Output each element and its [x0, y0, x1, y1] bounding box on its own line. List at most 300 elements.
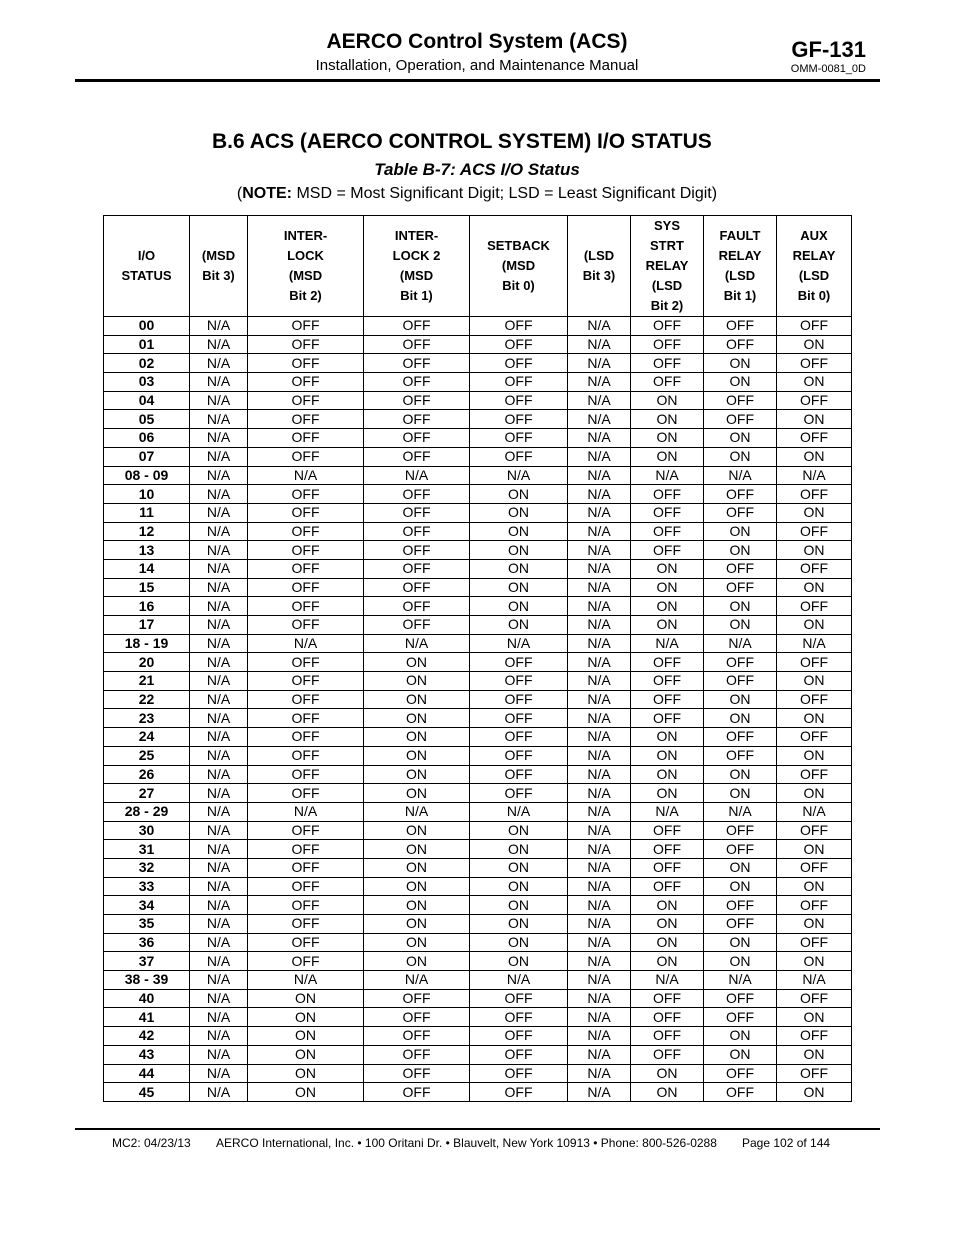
table-cell: ON — [704, 690, 777, 709]
table-cell: N/A — [568, 746, 631, 765]
table-cell: N/A — [190, 765, 248, 784]
table-cell: OFF — [631, 840, 704, 859]
table-cell: OFF — [470, 447, 568, 466]
table-cell: OFF — [248, 503, 364, 522]
table-cell: ON — [704, 616, 777, 635]
table-cell: OFF — [470, 1008, 568, 1027]
table-cell: ON — [777, 541, 852, 560]
table-cell: ON — [777, 1045, 852, 1064]
table-cell: OFF — [470, 410, 568, 429]
io-status-cell: 18 - 19 — [104, 634, 190, 653]
column-header-line: (LSD — [651, 278, 683, 293]
table-cell: ON — [364, 858, 470, 877]
table-cell: N/A — [568, 784, 631, 803]
header-code: GF-131 — [791, 37, 866, 62]
table-cell: N/A — [190, 597, 248, 616]
table-cell: ON — [470, 485, 568, 504]
table-cell: OFF — [777, 429, 852, 448]
table-row — [104, 578, 852, 597]
table-cell: ON — [777, 709, 852, 728]
table-cell: N/A — [190, 821, 248, 840]
table-cell: OFF — [248, 784, 364, 803]
table-cell: ON — [364, 896, 470, 915]
table-cell: OFF — [364, 578, 470, 597]
column-header-line: Bit 1) — [723, 288, 757, 303]
table-cell: ON — [470, 821, 568, 840]
table-cell: ON — [470, 541, 568, 560]
table-row — [104, 541, 852, 560]
io-status-cell: 03 — [104, 373, 190, 392]
table-cell: N/A — [568, 391, 631, 410]
table-row — [104, 915, 852, 934]
table-cell: OFF — [248, 373, 364, 392]
table-cell: OFF — [364, 429, 470, 448]
table-cell: N/A — [777, 971, 852, 990]
io-status-cell: 31 — [104, 840, 190, 859]
table-cell: ON — [777, 447, 852, 466]
table-cell: ON — [470, 597, 568, 616]
table-cell: OFF — [631, 858, 704, 877]
table-cell: OFF — [777, 933, 852, 952]
table-row — [104, 802, 852, 821]
table-cell: OFF — [470, 391, 568, 410]
table-cell: N/A — [568, 485, 631, 504]
io-status-cell: 26 — [104, 765, 190, 784]
table-cell: OFF — [704, 1008, 777, 1027]
table-cell: N/A — [568, 653, 631, 672]
table-cell: N/A — [568, 1027, 631, 1046]
table-cell: ON — [777, 915, 852, 934]
table-cell: OFF — [470, 672, 568, 691]
table-cell: OFF — [704, 559, 777, 578]
table-row — [104, 447, 852, 466]
table-cell: OFF — [631, 541, 704, 560]
table-cell: ON — [704, 522, 777, 541]
table-cell: OFF — [631, 522, 704, 541]
table-cell: ON — [631, 896, 704, 915]
io-status-cell: 28 - 29 — [104, 802, 190, 821]
table-cell: OFF — [470, 765, 568, 784]
table-cell: OFF — [470, 373, 568, 392]
table-cell: OFF — [704, 503, 777, 522]
table-row — [104, 354, 852, 373]
table-row — [104, 634, 852, 653]
io-status-cell: 40 — [104, 989, 190, 1008]
table-cell: OFF — [704, 485, 777, 504]
table-cell: ON — [631, 784, 704, 803]
column-header-line: STATUS — [121, 268, 172, 283]
table-cell: ON — [364, 840, 470, 859]
io-status-cell: 41 — [104, 1008, 190, 1027]
table-cell: ON — [470, 616, 568, 635]
table-cell: N/A — [190, 858, 248, 877]
footer-page-number: Page 102 of 144 — [742, 1136, 831, 1150]
column-header-line: Bit 2) — [289, 288, 322, 303]
header-subtitle: Installation, Operation, and Maintenance Manual — [315, 57, 639, 74]
table-cell: N/A — [568, 541, 631, 560]
table-row — [104, 522, 852, 541]
io-status-cell: 42 — [104, 1027, 190, 1046]
table-cell: N/A — [364, 634, 470, 653]
table-cell: OFF — [364, 373, 470, 392]
table-cell: N/A — [248, 971, 364, 990]
io-status-cell: 22 — [104, 690, 190, 709]
column-header-line: STRT — [650, 238, 684, 253]
table-cell: OFF — [248, 690, 364, 709]
table-cell: OFF — [364, 354, 470, 373]
table-cell: OFF — [248, 354, 364, 373]
table-cell: OFF — [631, 1008, 704, 1027]
table-cell: OFF — [248, 933, 364, 952]
table-cell: ON — [704, 1027, 777, 1046]
table-cell: ON — [364, 933, 470, 952]
table-cell: N/A — [190, 541, 248, 560]
table-cell: ON — [364, 709, 470, 728]
table-row — [104, 485, 852, 504]
column-header-line: Bit 3) — [202, 268, 235, 283]
table-cell: ON — [248, 1064, 364, 1083]
table-cell: N/A — [704, 466, 777, 485]
table-cell: N/A — [568, 877, 631, 896]
table-cell: ON — [704, 354, 777, 373]
table-cell: ON — [704, 858, 777, 877]
table-cell: N/A — [190, 503, 248, 522]
table-cell: OFF — [364, 559, 470, 578]
table-cell: ON — [470, 933, 568, 952]
table-cell: OFF — [631, 1045, 704, 1064]
table-cell: N/A — [190, 877, 248, 896]
table-cell: OFF — [248, 746, 364, 765]
table-cell: N/A — [190, 933, 248, 952]
io-status-cell: 44 — [104, 1064, 190, 1083]
table-cell: ON — [777, 672, 852, 691]
column-header-line: INTER- — [283, 228, 328, 243]
table-cell: N/A — [568, 672, 631, 691]
table-cell: ON — [364, 746, 470, 765]
table-cell: ON — [631, 391, 704, 410]
table-cell: OFF — [364, 989, 470, 1008]
table-cell: ON — [777, 746, 852, 765]
table-cell: OFF — [364, 1045, 470, 1064]
column-header-line: Bit 0) — [502, 278, 535, 293]
table-cell: OFF — [631, 354, 704, 373]
table-cell: N/A — [777, 466, 852, 485]
table-cell: N/A — [190, 522, 248, 541]
table-cell: N/A — [190, 896, 248, 915]
io-status-cell: 21 — [104, 672, 190, 691]
table-header-row — [104, 216, 852, 317]
table-row — [104, 989, 852, 1008]
table-cell: N/A — [190, 429, 248, 448]
io-status-cell: 08 - 09 — [104, 466, 190, 485]
table-cell: OFF — [777, 821, 852, 840]
table-cell: ON — [704, 933, 777, 952]
table-cell: OFF — [470, 317, 568, 336]
note-open: ( — [236, 185, 243, 202]
table-cell: N/A — [568, 559, 631, 578]
table-cell: ON — [364, 690, 470, 709]
table-cell: N/A — [568, 1064, 631, 1083]
column-header-line: FAULT — [719, 228, 761, 243]
table-cell: ON — [470, 840, 568, 859]
table-row — [104, 1027, 852, 1046]
table-cell: N/A — [631, 466, 704, 485]
table-cell: ON — [470, 503, 568, 522]
column-header-line: INTER- — [394, 228, 439, 243]
table-cell: ON — [248, 1027, 364, 1046]
table-cell: ON — [364, 915, 470, 934]
table-cell: N/A — [704, 802, 777, 821]
io-status-cell: 02 — [104, 354, 190, 373]
table-cell: N/A — [190, 802, 248, 821]
table-cell: ON — [704, 765, 777, 784]
table-cell: N/A — [470, 802, 568, 821]
table-cell: ON — [248, 989, 364, 1008]
table-cell: OFF — [248, 541, 364, 560]
table-cell: OFF — [470, 335, 568, 354]
note-text: MSD = Most Significant Digit; LSD = Least Significant Digit) — [292, 185, 718, 202]
io-status-cell: 32 — [104, 858, 190, 877]
table-cell: OFF — [631, 373, 704, 392]
table-row — [104, 933, 852, 952]
table-cell: OFF — [704, 746, 777, 765]
column-header-line: LOCK 2 — [392, 248, 441, 263]
table-cell: OFF — [248, 858, 364, 877]
column-header — [470, 216, 568, 317]
column-header-line: (LSD — [583, 248, 615, 263]
table-cell: OFF — [364, 317, 470, 336]
table-cell: ON — [777, 335, 852, 354]
table-cell: OFF — [704, 896, 777, 915]
table-cell: ON — [704, 877, 777, 896]
table-cell: OFF — [470, 989, 568, 1008]
io-status-cell: 04 — [104, 391, 190, 410]
table-cell: N/A — [248, 466, 364, 485]
table-cell: ON — [631, 578, 704, 597]
table-cell: OFF — [248, 429, 364, 448]
table-cell: N/A — [568, 709, 631, 728]
column-header-line: RELAY — [718, 248, 762, 263]
table-cell: OFF — [470, 1045, 568, 1064]
table-cell: OFF — [248, 896, 364, 915]
table-cell: N/A — [777, 802, 852, 821]
table-cell: OFF — [777, 896, 852, 915]
table-cell: N/A — [190, 952, 248, 971]
table-cell: OFF — [364, 1083, 470, 1102]
table-cell: N/A — [568, 728, 631, 747]
table-cell: OFF — [777, 522, 852, 541]
table-cell: N/A — [470, 971, 568, 990]
io-status-cell: 45 — [104, 1083, 190, 1102]
table-cell: N/A — [568, 447, 631, 466]
table-cell: OFF — [704, 821, 777, 840]
footer-address: AERCO International, Inc. • 100 Oritani Dr. • Blauvelt, New York 10913 • Phone: 800-526-0288 — [216, 1136, 717, 1150]
table-cell: OFF — [631, 485, 704, 504]
table-row — [104, 672, 852, 691]
table-cell: OFF — [470, 354, 568, 373]
table-cell: OFF — [248, 765, 364, 784]
table-cell: N/A — [190, 1027, 248, 1046]
table-cell: OFF — [777, 690, 852, 709]
table-cell: N/A — [190, 746, 248, 765]
table-cell: N/A — [568, 802, 631, 821]
table-cell: N/A — [190, 989, 248, 1008]
table-cell: ON — [470, 858, 568, 877]
table-cell: N/A — [568, 765, 631, 784]
table-cell: OFF — [704, 840, 777, 859]
table-cell: OFF — [248, 728, 364, 747]
column-header — [704, 216, 777, 317]
column-header — [248, 216, 364, 317]
table-row — [104, 429, 852, 448]
table-cell: OFF — [248, 840, 364, 859]
section-title: B.6 ACS (AERCO CONTROL SYSTEM) I/O STATUS — [212, 130, 712, 153]
header-rule — [75, 79, 880, 82]
table-cell: OFF — [631, 335, 704, 354]
column-header-line: I/O — [137, 248, 156, 263]
table-cell: OFF — [248, 559, 364, 578]
table-cell: OFF — [364, 1064, 470, 1083]
table-cell: OFF — [631, 877, 704, 896]
table-cell: ON — [470, 578, 568, 597]
table-cell: OFF — [631, 821, 704, 840]
io-status-cell: 16 — [104, 597, 190, 616]
table-row — [104, 1064, 852, 1083]
table-cell: N/A — [631, 634, 704, 653]
table-row — [104, 503, 852, 522]
table-cell: ON — [777, 840, 852, 859]
table-cell: N/A — [364, 971, 470, 990]
table-cell: N/A — [568, 1045, 631, 1064]
table-cell: OFF — [631, 690, 704, 709]
table-row — [104, 877, 852, 896]
table-cell: ON — [631, 915, 704, 934]
footer-revision: MC2: 04/23/13 — [112, 1136, 191, 1150]
table-cell: OFF — [631, 317, 704, 336]
table-cell: ON — [631, 1064, 704, 1083]
table-row — [104, 616, 852, 635]
table-cell: OFF — [777, 765, 852, 784]
table-cell: N/A — [568, 915, 631, 934]
io-status-table — [103, 215, 852, 1102]
table-cell: ON — [704, 952, 777, 971]
table-cell: OFF — [704, 578, 777, 597]
table-cell: OFF — [704, 672, 777, 691]
io-status-cell: 37 — [104, 952, 190, 971]
table-cell: ON — [631, 1083, 704, 1102]
io-status-cell: 17 — [104, 616, 190, 635]
table-cell: OFF — [470, 1083, 568, 1102]
table-cell: OFF — [777, 391, 852, 410]
table-cell: OFF — [364, 485, 470, 504]
table-cell: ON — [704, 784, 777, 803]
table-cell: OFF — [248, 877, 364, 896]
table-row — [104, 971, 852, 990]
table-row — [104, 840, 852, 859]
table-cell: N/A — [190, 485, 248, 504]
io-status-cell: 23 — [104, 709, 190, 728]
io-status-cell: 33 — [104, 877, 190, 896]
table-cell: ON — [704, 373, 777, 392]
table-cell: N/A — [568, 989, 631, 1008]
table-cell: ON — [777, 616, 852, 635]
table-cell: N/A — [364, 466, 470, 485]
table-cell: OFF — [248, 709, 364, 728]
table-cell: N/A — [704, 971, 777, 990]
table-cell: ON — [364, 784, 470, 803]
table-cell: ON — [777, 877, 852, 896]
io-status-cell: 15 — [104, 578, 190, 597]
table-cell: OFF — [470, 784, 568, 803]
table-cell: N/A — [470, 634, 568, 653]
table-note — [0, 185, 954, 203]
table-cell: OFF — [248, 578, 364, 597]
table-cell: N/A — [568, 354, 631, 373]
io-status-cell: 01 — [104, 335, 190, 354]
table-cell: OFF — [364, 1027, 470, 1046]
table-cell: ON — [777, 373, 852, 392]
table-cell: OFF — [704, 1083, 777, 1102]
table-cell: OFF — [704, 335, 777, 354]
table-cell: N/A — [568, 952, 631, 971]
table-cell: OFF — [470, 429, 568, 448]
io-status-cell: 25 — [104, 746, 190, 765]
table-cell: N/A — [364, 802, 470, 821]
table-cell: ON — [364, 728, 470, 747]
table-cell: ON — [248, 1083, 364, 1102]
io-status-cell: 13 — [104, 541, 190, 560]
table-cell: N/A — [190, 1064, 248, 1083]
table-cell: N/A — [190, 410, 248, 429]
table-cell: N/A — [568, 690, 631, 709]
table-cell: ON — [248, 1008, 364, 1027]
table-cell: OFF — [248, 485, 364, 504]
table-cell: N/A — [190, 578, 248, 597]
table-cell: OFF — [777, 317, 852, 336]
table-row — [104, 896, 852, 915]
table-cell: N/A — [568, 466, 631, 485]
table-cell: N/A — [190, 466, 248, 485]
io-status-cell: 35 — [104, 915, 190, 934]
table-cell: ON — [631, 933, 704, 952]
table-row — [104, 1008, 852, 1027]
io-status-cell: 07 — [104, 447, 190, 466]
table-cell: ON — [470, 877, 568, 896]
io-status-cell: 06 — [104, 429, 190, 448]
column-header-line: (LSD — [798, 268, 830, 283]
table-cell: OFF — [631, 709, 704, 728]
column-header — [364, 216, 470, 317]
column-header-line: (MSD — [399, 268, 434, 283]
table-cell: ON — [777, 578, 852, 597]
table-cell: OFF — [364, 1008, 470, 1027]
io-status-cell: 20 — [104, 653, 190, 672]
table-row — [104, 373, 852, 392]
table-cell: OFF — [248, 915, 364, 934]
column-header-line: SYS — [653, 218, 680, 233]
table-cell: ON — [631, 952, 704, 971]
io-status-cell: 11 — [104, 503, 190, 522]
column-header-line: AUX — [800, 228, 828, 243]
io-status-cell: 27 — [104, 784, 190, 803]
note-label: NOTE: — [242, 185, 293, 202]
table-cell: ON — [631, 597, 704, 616]
table-cell: OFF — [777, 653, 852, 672]
column-header-line: Bit 0) — [797, 288, 831, 303]
column-header — [104, 216, 190, 317]
io-status-cell: 30 — [104, 821, 190, 840]
table-cell: ON — [777, 952, 852, 971]
